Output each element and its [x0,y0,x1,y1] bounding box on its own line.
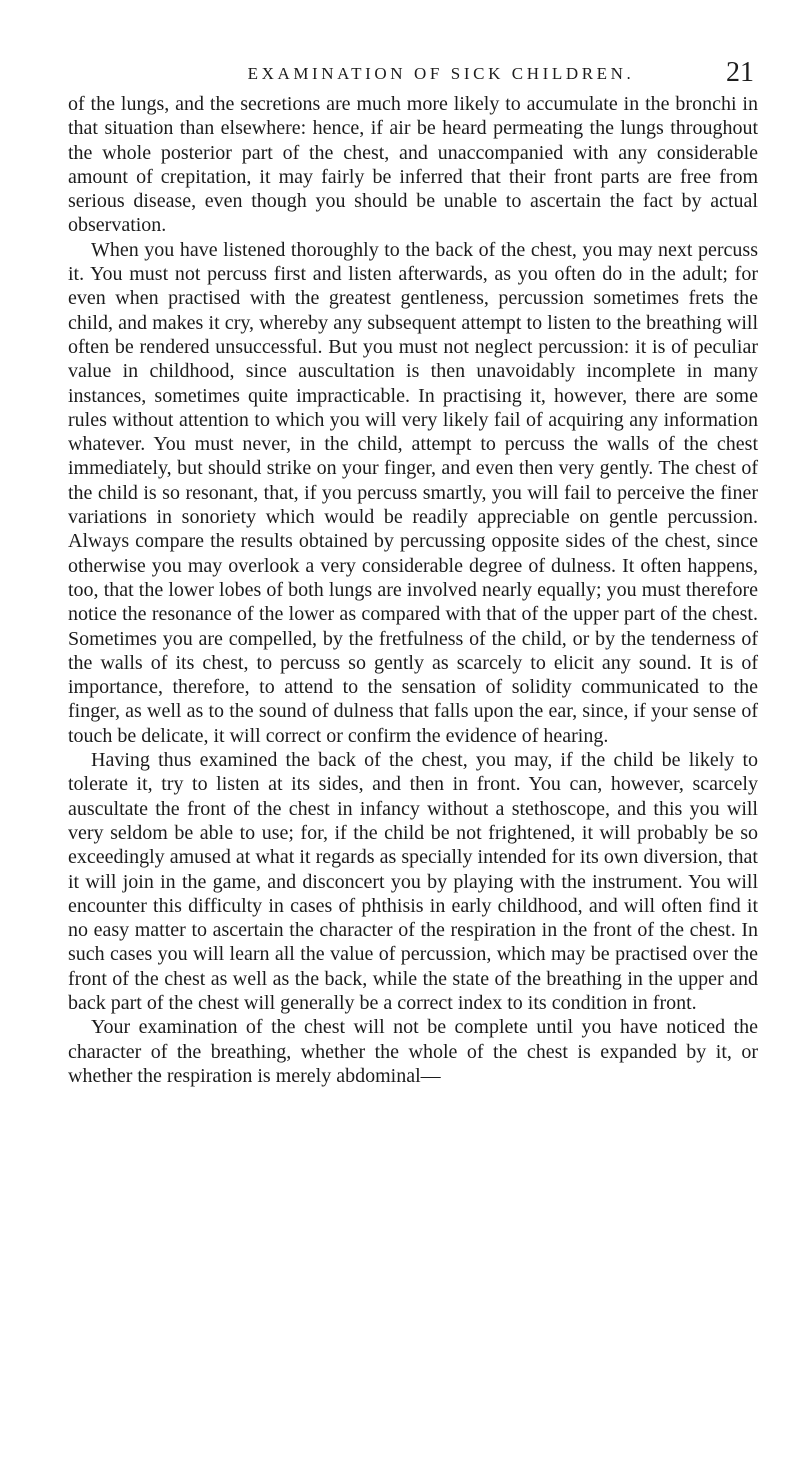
body-text [68,92,758,1088]
paragraph-continuation: of the lungs, and the secretions are much more likely to accumulate in the bronchi in that situation than elsewhere: hence, if air be heard permeating the lungs throughout the whole posterior part of the chest, and unaccompanied with any considerable amount of crepitation, it may fairly be inferred that their front parts are free from serious disease, even though you should be unable to ascertain the fact by actual observation. [68,93,758,237]
paragraph-breathing: Your examination of the chest will not be complete until you have noticed the character of the breathing, whether the whole of the chest is expanded by it, or whether the respiration is merely abdominal— [68,1016,758,1087]
running-head [68,0,758,92]
running-title: EXAMINATION OF SICK CHILDREN. [247,64,635,83]
page-number: 21 [726,57,754,88]
paragraph-sides-and-front: Having thus examined the back of the chest, you may, if the child be likely to tolerate it, try to listen at its sides, and then in front. You can, however, scarcely auscultate the front of the chest in infancy without a stethoscope, and this you will very seldom be able to use; for, if the child be not frightened, it will probably be so exceedingly amused at what it regards as specially intended for its own diversion, that it will join in the game, and disconcert you by playing with the instrument. You will encounter this difficulty in cases of phthisis in early childhood, and will often find it no easy matter to ascertain the character of the respiration in the front of the chest. In such cases you will learn all the value of percussion, which may be practised over the front of the chest as well as the back, while the state of the breathing in the upper and back part of the chest will generally be a correct index to its condition in front. [68,749,758,1014]
book-page [68,0,758,1088]
paragraph-percussion: When you have listened thoroughly to the back of the chest, you may next percuss it. You must not percuss first and listen afterwards, as you often do in the adult; for even when practised with the greatest gentleness, percussion sometimes frets the child, and makes it cry, whereby any subsequent attempt to listen to the breathing will often be rendered unsuccessful. But you must not neglect percussion: it is of peculiar value in childhood, since auscultation is then unavoidably incomplete in many instances, sometimes quite impracticable. In practising it, however, there are some rules without attention to which you will very likely fail of acquiring any information whatever. You must never, in the child, attempt to percuss the walls of the chest immediately, but should strike on your finger, and even then very gently. The chest of the child is so resonant, that, if you percuss smartly, you will fail to perceive the finer variations in sonoriety which would be readily appreciable on gentle percussion. Always compare the results obtained by percussing opposite sides of the chest, since otherwise you may overlook a very considerable degree of dulness. It often happens, too, that the lower lobes of both lungs are involved nearly equally; you must therefore notice the resonance of the lower as compared with that of the upper part of the chest. Sometimes you are compelled, by the fretfulness of the child, or by the tenderness of the walls of its chest, to percuss so gently as scarcely to elicit any sound. It is of importance, therefore, to attend to the sensation of solidity communicated to the finger, as well as to the sound of dulness that falls upon the ear, since, if your sense of touch be delicate, it will correct or confirm the evidence of hearing. [68,238,758,747]
